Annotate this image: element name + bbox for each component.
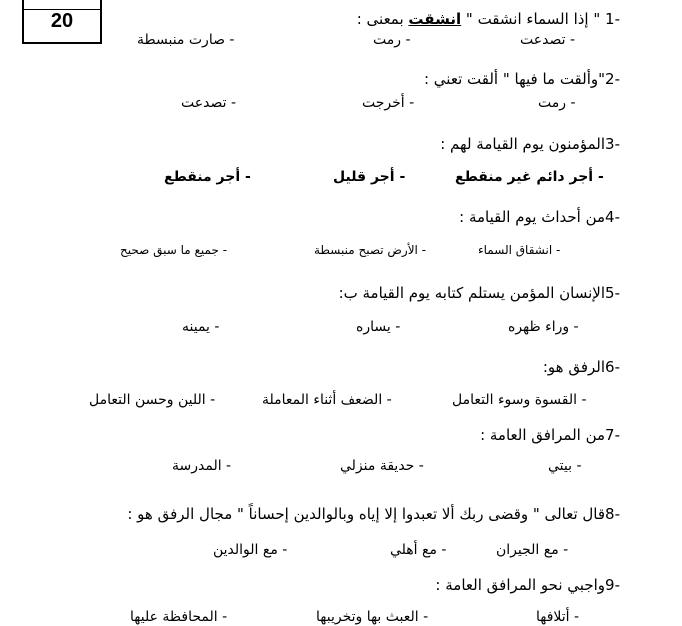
option: مع الوالدين -	[213, 542, 288, 558]
option: أجر دائم غير منقطع -	[455, 169, 604, 185]
option: اللين وحسن التعامل -	[89, 392, 216, 408]
question-text: "وألقت ما فيها " ألقت تعني :	[423, 70, 606, 88]
option: أجر قليل -	[333, 169, 406, 185]
question-number: -6	[605, 358, 620, 376]
question-text: " إذا السماء انشقت "	[461, 10, 606, 28]
option: رمت -	[373, 32, 411, 48]
question-text: من المرافق العامة :	[480, 426, 606, 444]
question-number: -4	[605, 208, 620, 226]
option: تصدعت -	[520, 32, 576, 48]
question-number: -2	[605, 70, 620, 88]
option: بيتي -	[548, 458, 582, 474]
option: رمت -	[538, 95, 576, 111]
question-number: -1	[605, 10, 620, 28]
question-number: -5	[605, 284, 620, 302]
question-text: الرفق هو:	[542, 358, 606, 376]
question-8	[127, 505, 620, 523]
option: مع الجيران -	[496, 542, 569, 558]
question-6	[543, 358, 620, 376]
question-2	[424, 70, 620, 88]
option: تصدعت -	[181, 95, 237, 111]
option: أتلافها -	[536, 609, 580, 625]
option: صارت منبسطة -	[137, 32, 235, 48]
option: يساره -	[356, 319, 401, 335]
question-text: الإنسان المؤمن يستلم كتابه يوم القيامة ب:	[338, 284, 606, 302]
option: المدرسة -	[172, 458, 232, 474]
option: العبث بها وتخريبها -	[316, 609, 429, 625]
question-text: قال تعالى " وقضى ربك ألا تعبدوا إلا إياه وبالوالدين إحساناً " مجال الرفق هو :	[127, 505, 606, 523]
question-number: -3	[605, 135, 620, 153]
option: يمينه -	[182, 319, 220, 335]
question-highlight: انشقت	[408, 10, 462, 28]
question-3	[440, 135, 620, 153]
question-number: -7	[605, 426, 620, 444]
option: الأرض تصبح منبسطة -	[314, 243, 427, 257]
question-4	[459, 208, 620, 226]
question-text-suffix: بمعنى :	[356, 10, 409, 28]
option: حديقة منزلي -	[340, 458, 424, 474]
question-text: واجبي نحو المرافق العامة :	[435, 576, 606, 594]
question-number: -9	[605, 576, 620, 594]
option: مع أهلي -	[390, 542, 447, 558]
question-text: المؤمنون يوم القيامة لهم :	[440, 135, 606, 153]
question-5	[339, 284, 620, 302]
question-text: من أحداث يوم القيامة :	[459, 208, 606, 226]
option: جميع ما سبق صحيح -	[120, 243, 228, 257]
question-1	[357, 10, 620, 28]
question-9	[435, 576, 620, 594]
option: انشقاق السماء -	[478, 243, 561, 257]
option: أخرجت -	[362, 95, 415, 111]
score-box	[22, 0, 102, 44]
score-value: 20	[50, 9, 74, 32]
option: وراء ظهره -	[508, 319, 579, 335]
question-number: -8	[605, 505, 620, 523]
option: القسوة وسوء التعامل -	[452, 392, 587, 408]
option: الضعف أثناء المعاملة -	[262, 392, 392, 408]
option: المحافظة عليها -	[130, 609, 228, 625]
question-7	[480, 426, 620, 444]
option: أجر منقطع -	[164, 169, 251, 185]
